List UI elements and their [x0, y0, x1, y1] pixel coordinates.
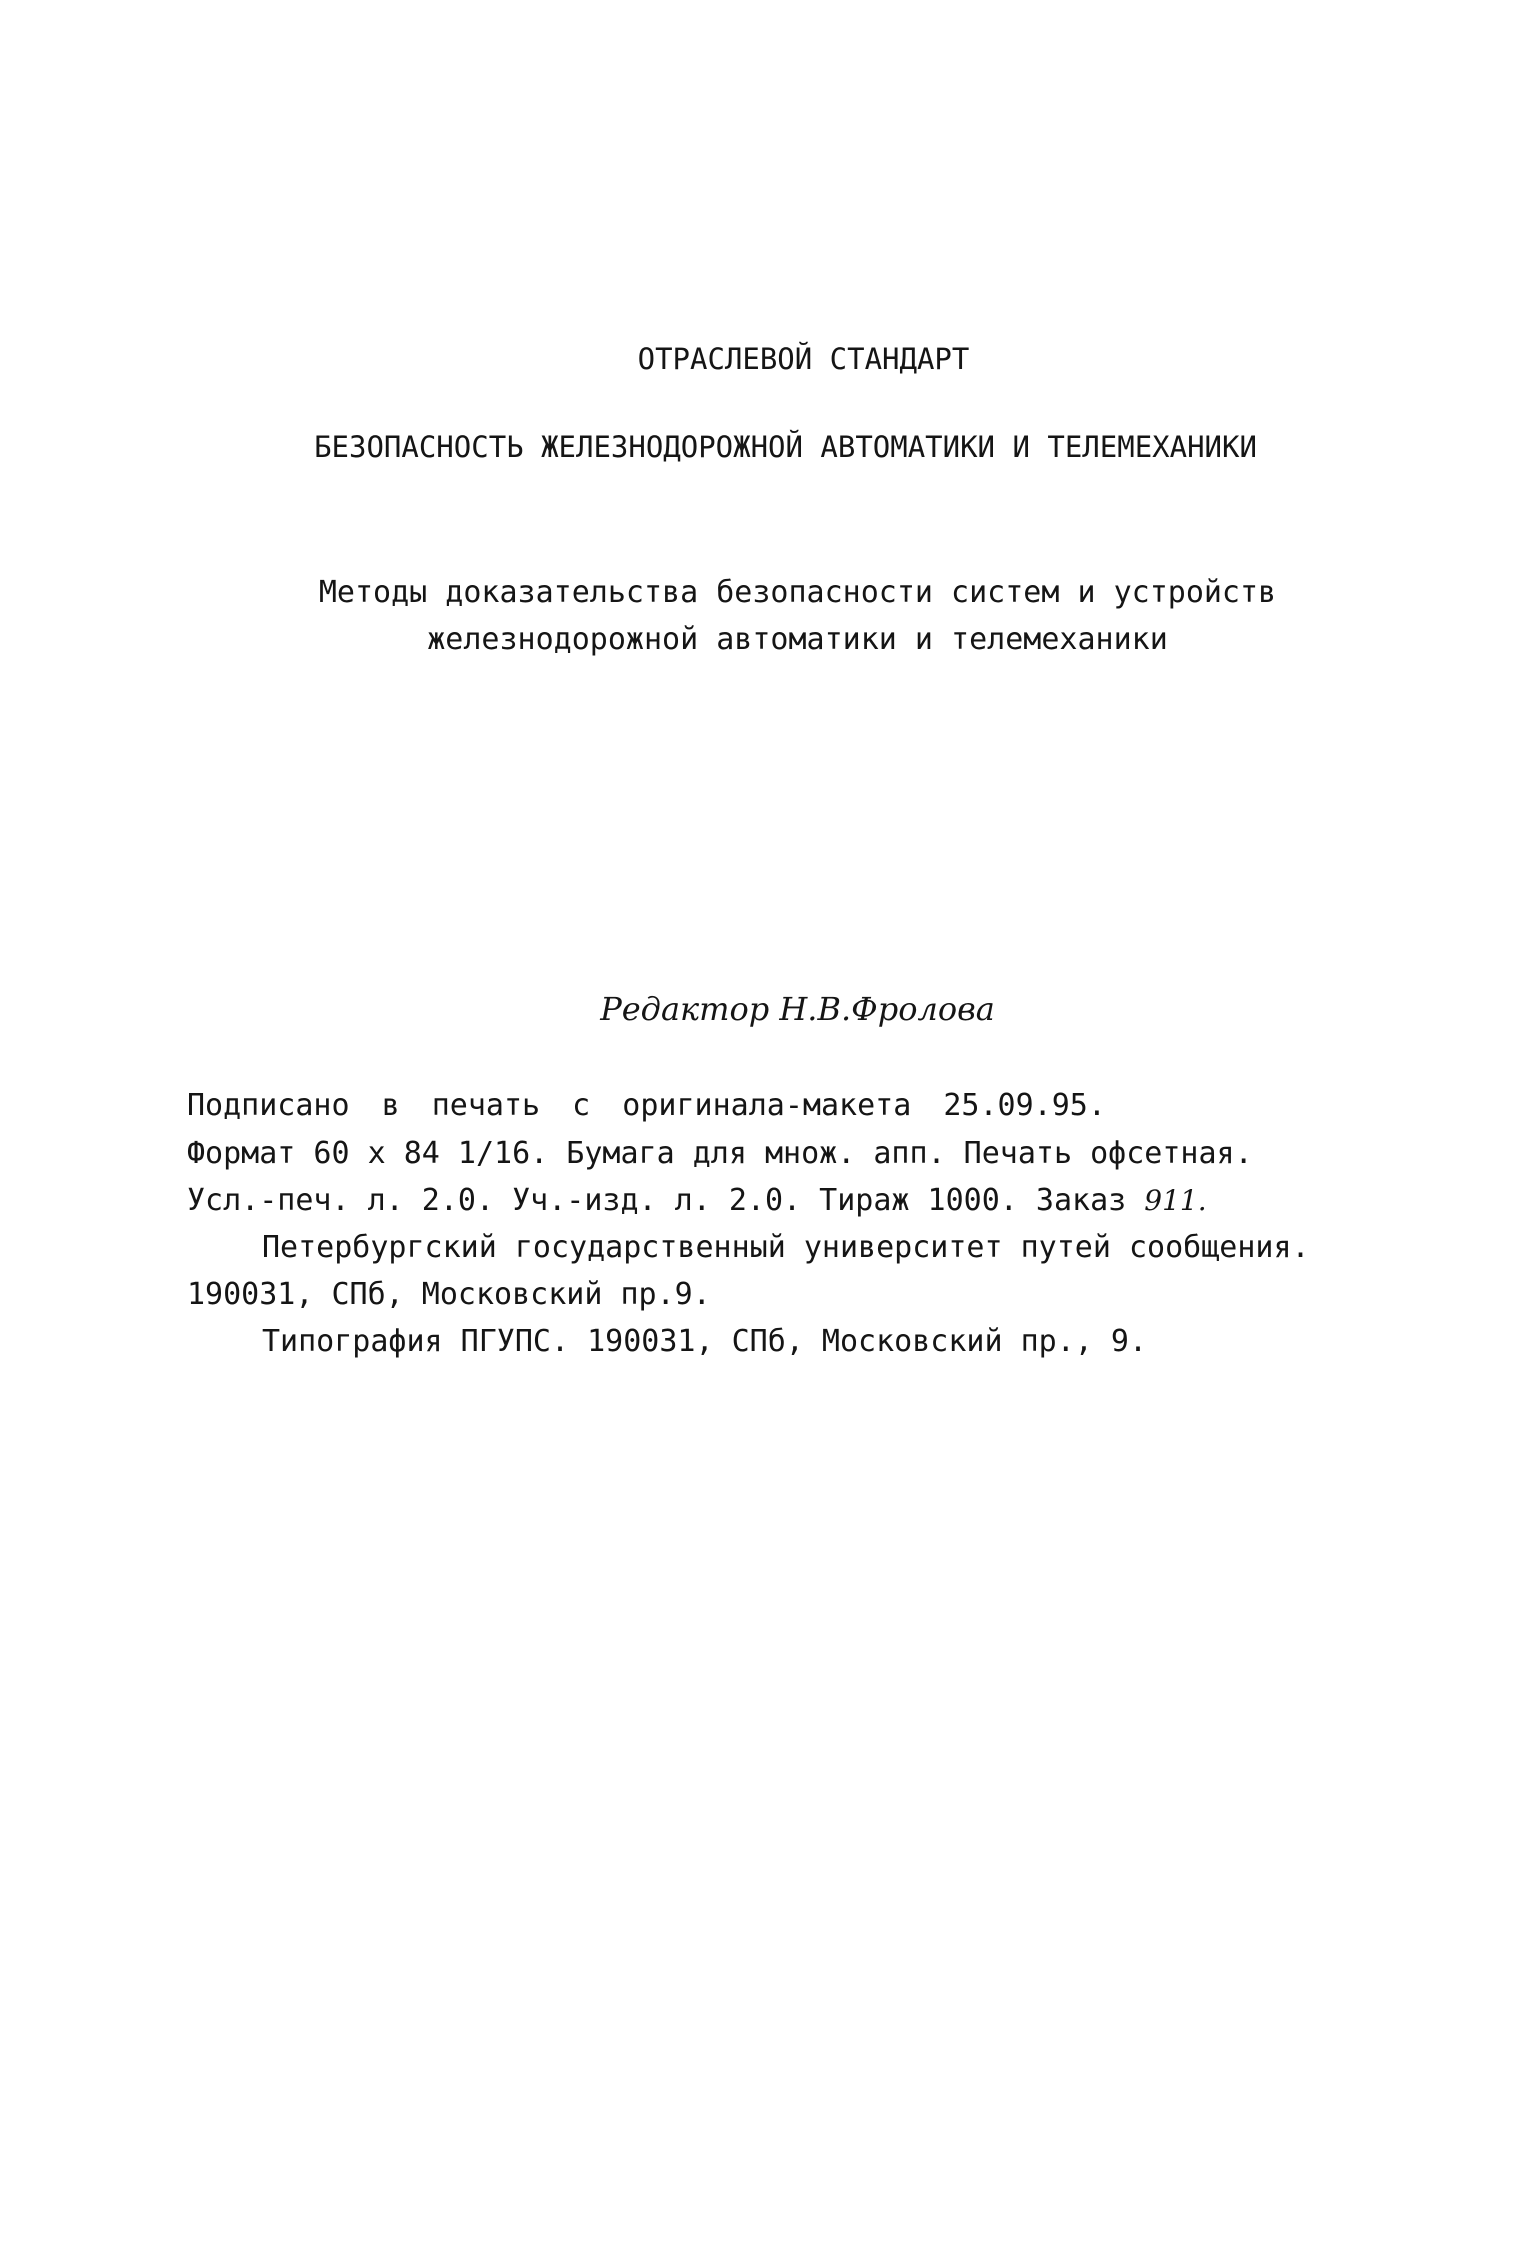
imprint-publisher-address: 190031, СПб, Московский пр.9. — [187, 1277, 711, 1312]
editor-credit: Редактор Н.В.Фролова — [600, 990, 995, 1028]
imprint-print-run — [187, 1183, 1207, 1218]
standard-title: БЕЗОПАСНОСТЬ ЖЕЛЕЗНОДОРОЖНОЙ АВТОМАТИКИ И ТЕЛЕМЕХАНИКИ — [314, 430, 1257, 464]
imprint-print-run-text: Усл.-печ. л. 2.0. Уч.-изд. л. 2.0. Тираж 1000. Заказ — [187, 1183, 1145, 1218]
imprint-format: Формат 60 x 84 1/16. Бумага для множ. апп. Печать офсетная. — [187, 1136, 1253, 1171]
methods-title-line-1: Методы доказательства безопасности систем и устройств — [318, 575, 1277, 610]
standard-label: ОТРАСЛЕВОЙ СТАНДАРТ — [637, 342, 970, 376]
methods-title-line-2: железнодорожной автоматики и телемеханики — [427, 622, 1168, 657]
order-number-handwritten: 911. — [1144, 1184, 1207, 1217]
imprint-signed-to-print: Подписано в печать с оригинала-макета 25.09.95. — [187, 1088, 1106, 1123]
imprint-printing-house: Типография ПГУПС. 190031, СПб, Московский пр., 9. — [262, 1324, 1148, 1359]
imprint-publisher: Петербургский государственный университет путей сообщения. — [262, 1230, 1310, 1265]
